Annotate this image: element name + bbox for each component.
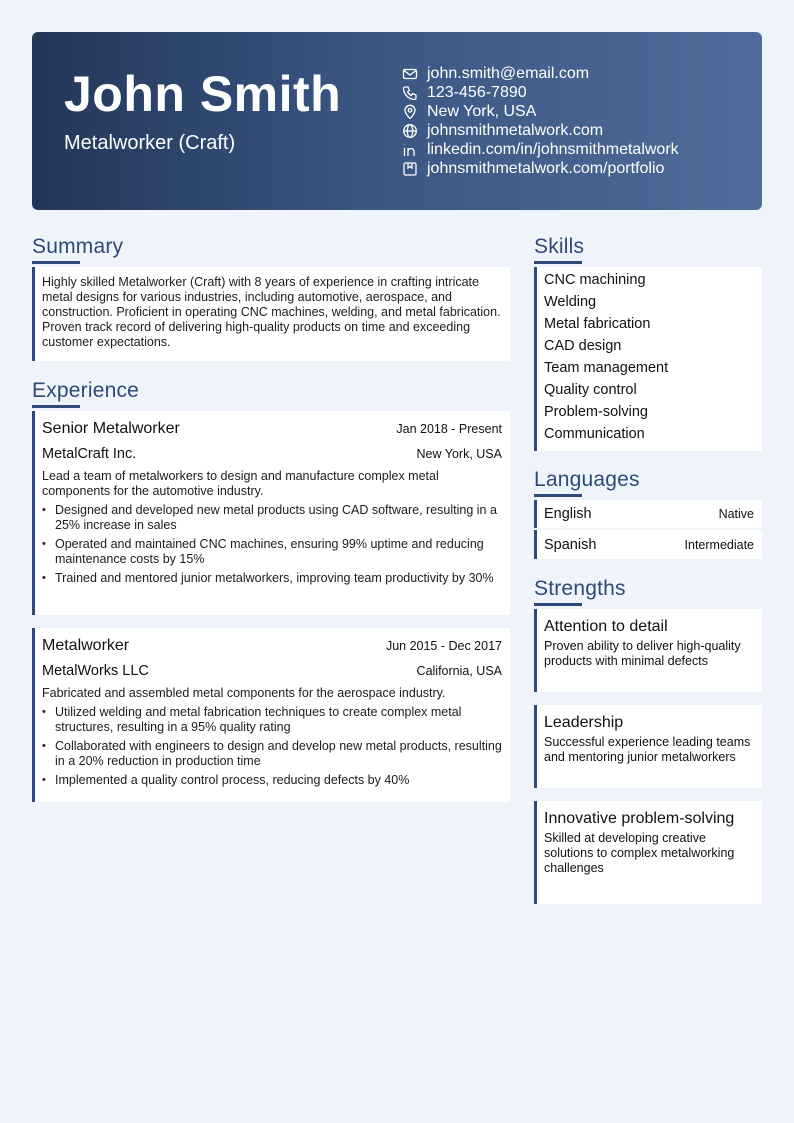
achievement-item: • Collaborated with engineers to design and develop new metal products, resulting in a 20% reduction in production time: [42, 739, 502, 769]
skill-item: Communication: [544, 426, 645, 442]
linkedin-icon: [402, 142, 418, 158]
contact-location-text: New York, USA: [427, 102, 537, 120]
contact-phone[interactable]: [402, 83, 752, 102]
skill-item: Quality control: [544, 382, 637, 398]
strength-title: Attention to detail: [544, 618, 668, 635]
experience-underline: [32, 405, 80, 408]
strength-description: Proven ability to deliver high-quality products with minimal defects: [544, 639, 741, 668]
experience-subheader: [42, 446, 502, 462]
candidate-name: John Smith: [64, 66, 342, 122]
experience-header: [42, 420, 502, 438]
skills-card: [534, 267, 762, 451]
skill-item: Metal fabrication: [544, 316, 651, 332]
achievement-item: • Trained and mentored junior metalworkers, improving team productivity by 30%: [42, 571, 502, 586]
job-role: Metalworker: [42, 637, 130, 654]
achievement-item: • Operated and maintained CNC machines, ensuring 99% uptime and reducing maintenance costs by 15%: [42, 537, 502, 567]
achievement-list: [42, 503, 502, 586]
language-name: English: [544, 506, 592, 522]
experience-heading: Experience: [32, 379, 140, 402]
contact-email-text: john.smith@email.com: [427, 64, 590, 82]
portfolio-icon: [402, 161, 418, 177]
company-name: MetalWorks LLC: [42, 663, 149, 679]
summary-underline: [32, 261, 80, 264]
strength-item: [534, 705, 762, 788]
experience-item: [32, 411, 510, 615]
languages-underline: [534, 494, 582, 497]
achievement-item: • Implemented a quality control process, reducing defects by 40%: [42, 773, 502, 788]
contact-list: [402, 64, 752, 178]
job-role: Senior Metalworker: [42, 420, 180, 437]
phone-icon: [402, 85, 418, 101]
achievement-item: • Utilized welding and metal fabrication techniques to create complex metal structures, resulting in a 95% quality rating: [42, 705, 502, 735]
strengths-underline: [534, 603, 582, 606]
skill-item: Team management: [544, 360, 669, 376]
contact-email[interactable]: [402, 64, 752, 83]
location-pin-icon: [402, 104, 418, 120]
contact-website-text: johnsmithmetalwork.com: [427, 121, 604, 139]
strength-item: [534, 801, 762, 904]
language-level: Native: [718, 507, 754, 521]
summary-card: [32, 267, 510, 361]
contact-website[interactable]: [402, 121, 752, 140]
company-name: MetalCraft Inc.: [42, 446, 137, 462]
job-description: Lead a team of metalworkers to design and manufacture complex metal components for the automotive industry.: [42, 469, 439, 498]
strength-title: Leadership: [544, 714, 624, 731]
language-item: [534, 530, 762, 559]
language-name: Spanish: [544, 536, 597, 553]
contact-linkedin-text: linkedin.com/in/johnsmithmetalwork: [427, 140, 679, 158]
strength-description: Skilled at developing creative solutions to complex metalworking challenges: [544, 831, 735, 875]
contact-portfolio[interactable]: [402, 159, 752, 178]
achievement-item: • Designed and developed new metal products using CAD software, resulting in a 25% increase in sales: [42, 503, 502, 533]
language-row: [544, 530, 754, 559]
job-dates: Jan 2018 - Present: [396, 422, 502, 436]
skills-underline: [534, 261, 582, 264]
email-icon: [402, 66, 418, 82]
experience-item: [32, 628, 510, 802]
experience-subheader: [42, 663, 502, 679]
languages-heading: Languages: [534, 468, 640, 491]
achievement-list: [42, 705, 502, 788]
skill-item: CAD design: [544, 338, 622, 354]
job-location: California, USA: [416, 664, 502, 678]
summary-heading: Summary: [32, 235, 124, 258]
job-location: New York, USA: [416, 447, 502, 461]
strength-description: Successful experience leading teams and mentoring junior metalworkers: [544, 735, 751, 764]
language-level: Intermediate: [684, 537, 754, 552]
experience-header: [42, 637, 502, 655]
candidate-title: Metalworker (Craft): [64, 132, 236, 154]
skill-item: Problem-solving: [544, 404, 648, 420]
resume-header: [32, 32, 762, 210]
strengths-heading: Strengths: [534, 577, 626, 600]
job-description: Fabricated and assembled metal components for the aerospace industry.: [42, 686, 446, 700]
summary-text: Highly skilled Metalworker (Craft) with 8 years of experience in crafting intricate metal designs for various industries, including automotive, aerospace, and construction. Proficient in operating CNC machines, welding, and metal fabrication. Proven track record of delivering high-quality products on time and exceeding customer expectations.: [42, 275, 501, 349]
contact-location: [402, 102, 752, 121]
job-dates: Jun 2015 - Dec 2017: [385, 639, 502, 653]
language-row: [544, 500, 754, 528]
skill-item: Welding: [544, 294, 597, 310]
skill-item: CNC machining: [544, 272, 646, 288]
globe-icon: [402, 123, 418, 139]
language-item: [534, 500, 762, 528]
contact-phone-text: 123-456-7890: [427, 83, 527, 101]
strength-item: [534, 609, 762, 692]
skills-heading: Skills: [534, 235, 585, 258]
contact-portfolio-text: johnsmithmetalwork.com/portfolio: [427, 159, 665, 177]
strength-title: Innovative problem-solving: [544, 810, 735, 827]
contact-linkedin[interactable]: [402, 140, 752, 159]
